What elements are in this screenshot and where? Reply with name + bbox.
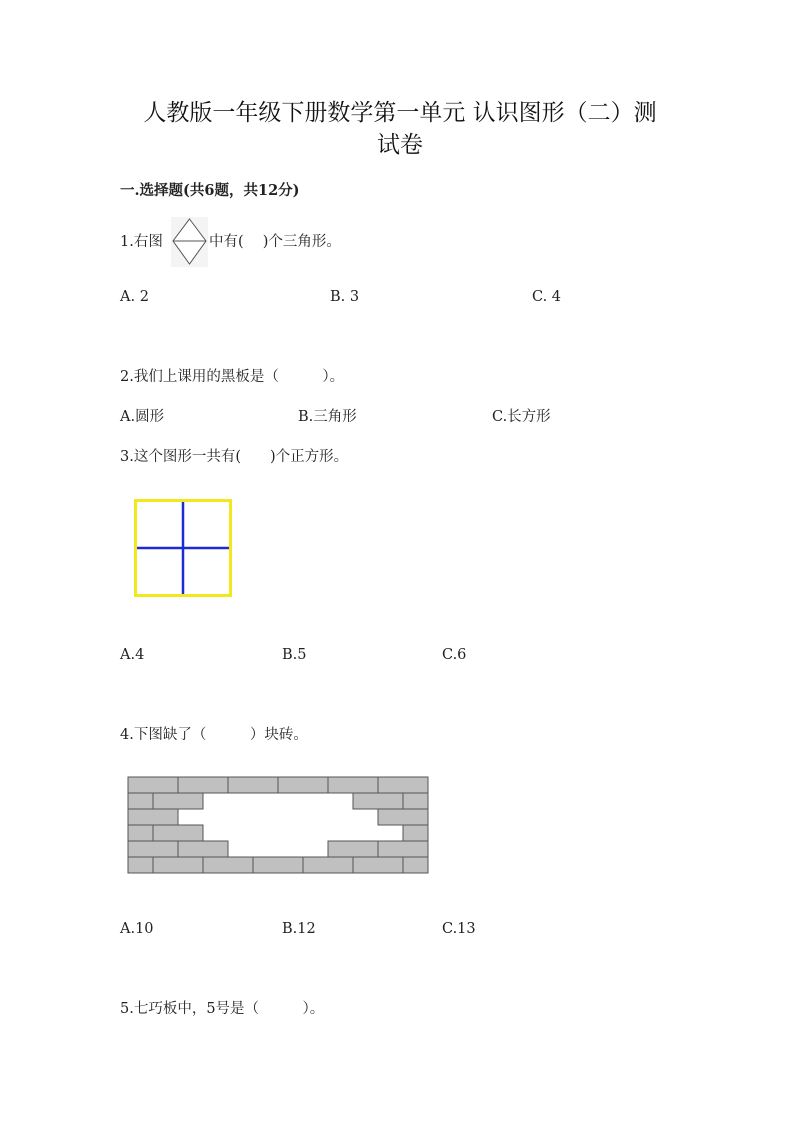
q1-text-after: 中有( )个三角形。 <box>209 234 341 250</box>
brick <box>378 841 428 857</box>
brick <box>153 793 203 809</box>
q4-option-b[interactable]: B.12 <box>282 921 316 937</box>
q3-option-b[interactable]: B.5 <box>282 647 307 663</box>
brick <box>128 809 178 825</box>
brick <box>128 857 153 873</box>
brick <box>353 857 403 873</box>
q1-option-b[interactable]: B. 3 <box>330 289 360 305</box>
q1-diamond-figure <box>171 217 208 267</box>
brick <box>278 777 328 793</box>
brick <box>403 793 428 809</box>
q2-text: 2.我们上课用的黑板是（ ）。 <box>120 369 345 385</box>
brick <box>253 857 303 873</box>
q2-option-b[interactable]: B.三角形 <box>298 409 357 425</box>
q3-text: 3.这个图形一共有( )个正方形。 <box>120 449 349 465</box>
brick <box>128 825 153 841</box>
q4-option-a[interactable]: A.10 <box>120 921 154 937</box>
q1-option-c[interactable]: C. 4 <box>532 289 562 305</box>
brick <box>153 825 203 841</box>
q1-option-a[interactable]: A. 2 <box>120 289 149 305</box>
q5-text: 5.七巧板中，5号是（ ）。 <box>120 1001 325 1017</box>
brick <box>378 777 428 793</box>
section-heading: 一.选择题(共6题，共12分) <box>120 182 300 199</box>
brick <box>128 777 178 793</box>
brick <box>328 841 378 857</box>
q2-option-a[interactable]: A.圆形 <box>120 409 165 425</box>
q4-option-c[interactable]: C.13 <box>442 921 476 937</box>
q4-brick-wall-figure <box>127 776 431 876</box>
brick <box>328 777 378 793</box>
q3-square-figure <box>134 499 232 597</box>
brick <box>303 857 353 873</box>
brick <box>228 777 278 793</box>
brick <box>178 841 228 857</box>
brick <box>203 857 253 873</box>
brick <box>178 777 228 793</box>
brick <box>153 857 203 873</box>
q1-text-before: 1.右图 <box>120 234 163 250</box>
q4-text: 4.下图缺了（ ）块砖。 <box>120 727 308 743</box>
brick <box>403 825 428 841</box>
brick <box>353 793 403 809</box>
page-title-line1: 人教版一年级下册数学第一单元 认识图形（二）测 <box>143 100 657 126</box>
q3-option-a[interactable]: A.4 <box>120 647 145 663</box>
brick <box>128 841 178 857</box>
q3-option-c[interactable]: C.6 <box>442 647 467 663</box>
brick <box>403 857 428 873</box>
page-title-line2: 试卷 <box>377 132 423 158</box>
brick <box>128 793 153 809</box>
q2-option-c[interactable]: C.长方形 <box>492 409 551 425</box>
brick <box>378 809 428 825</box>
